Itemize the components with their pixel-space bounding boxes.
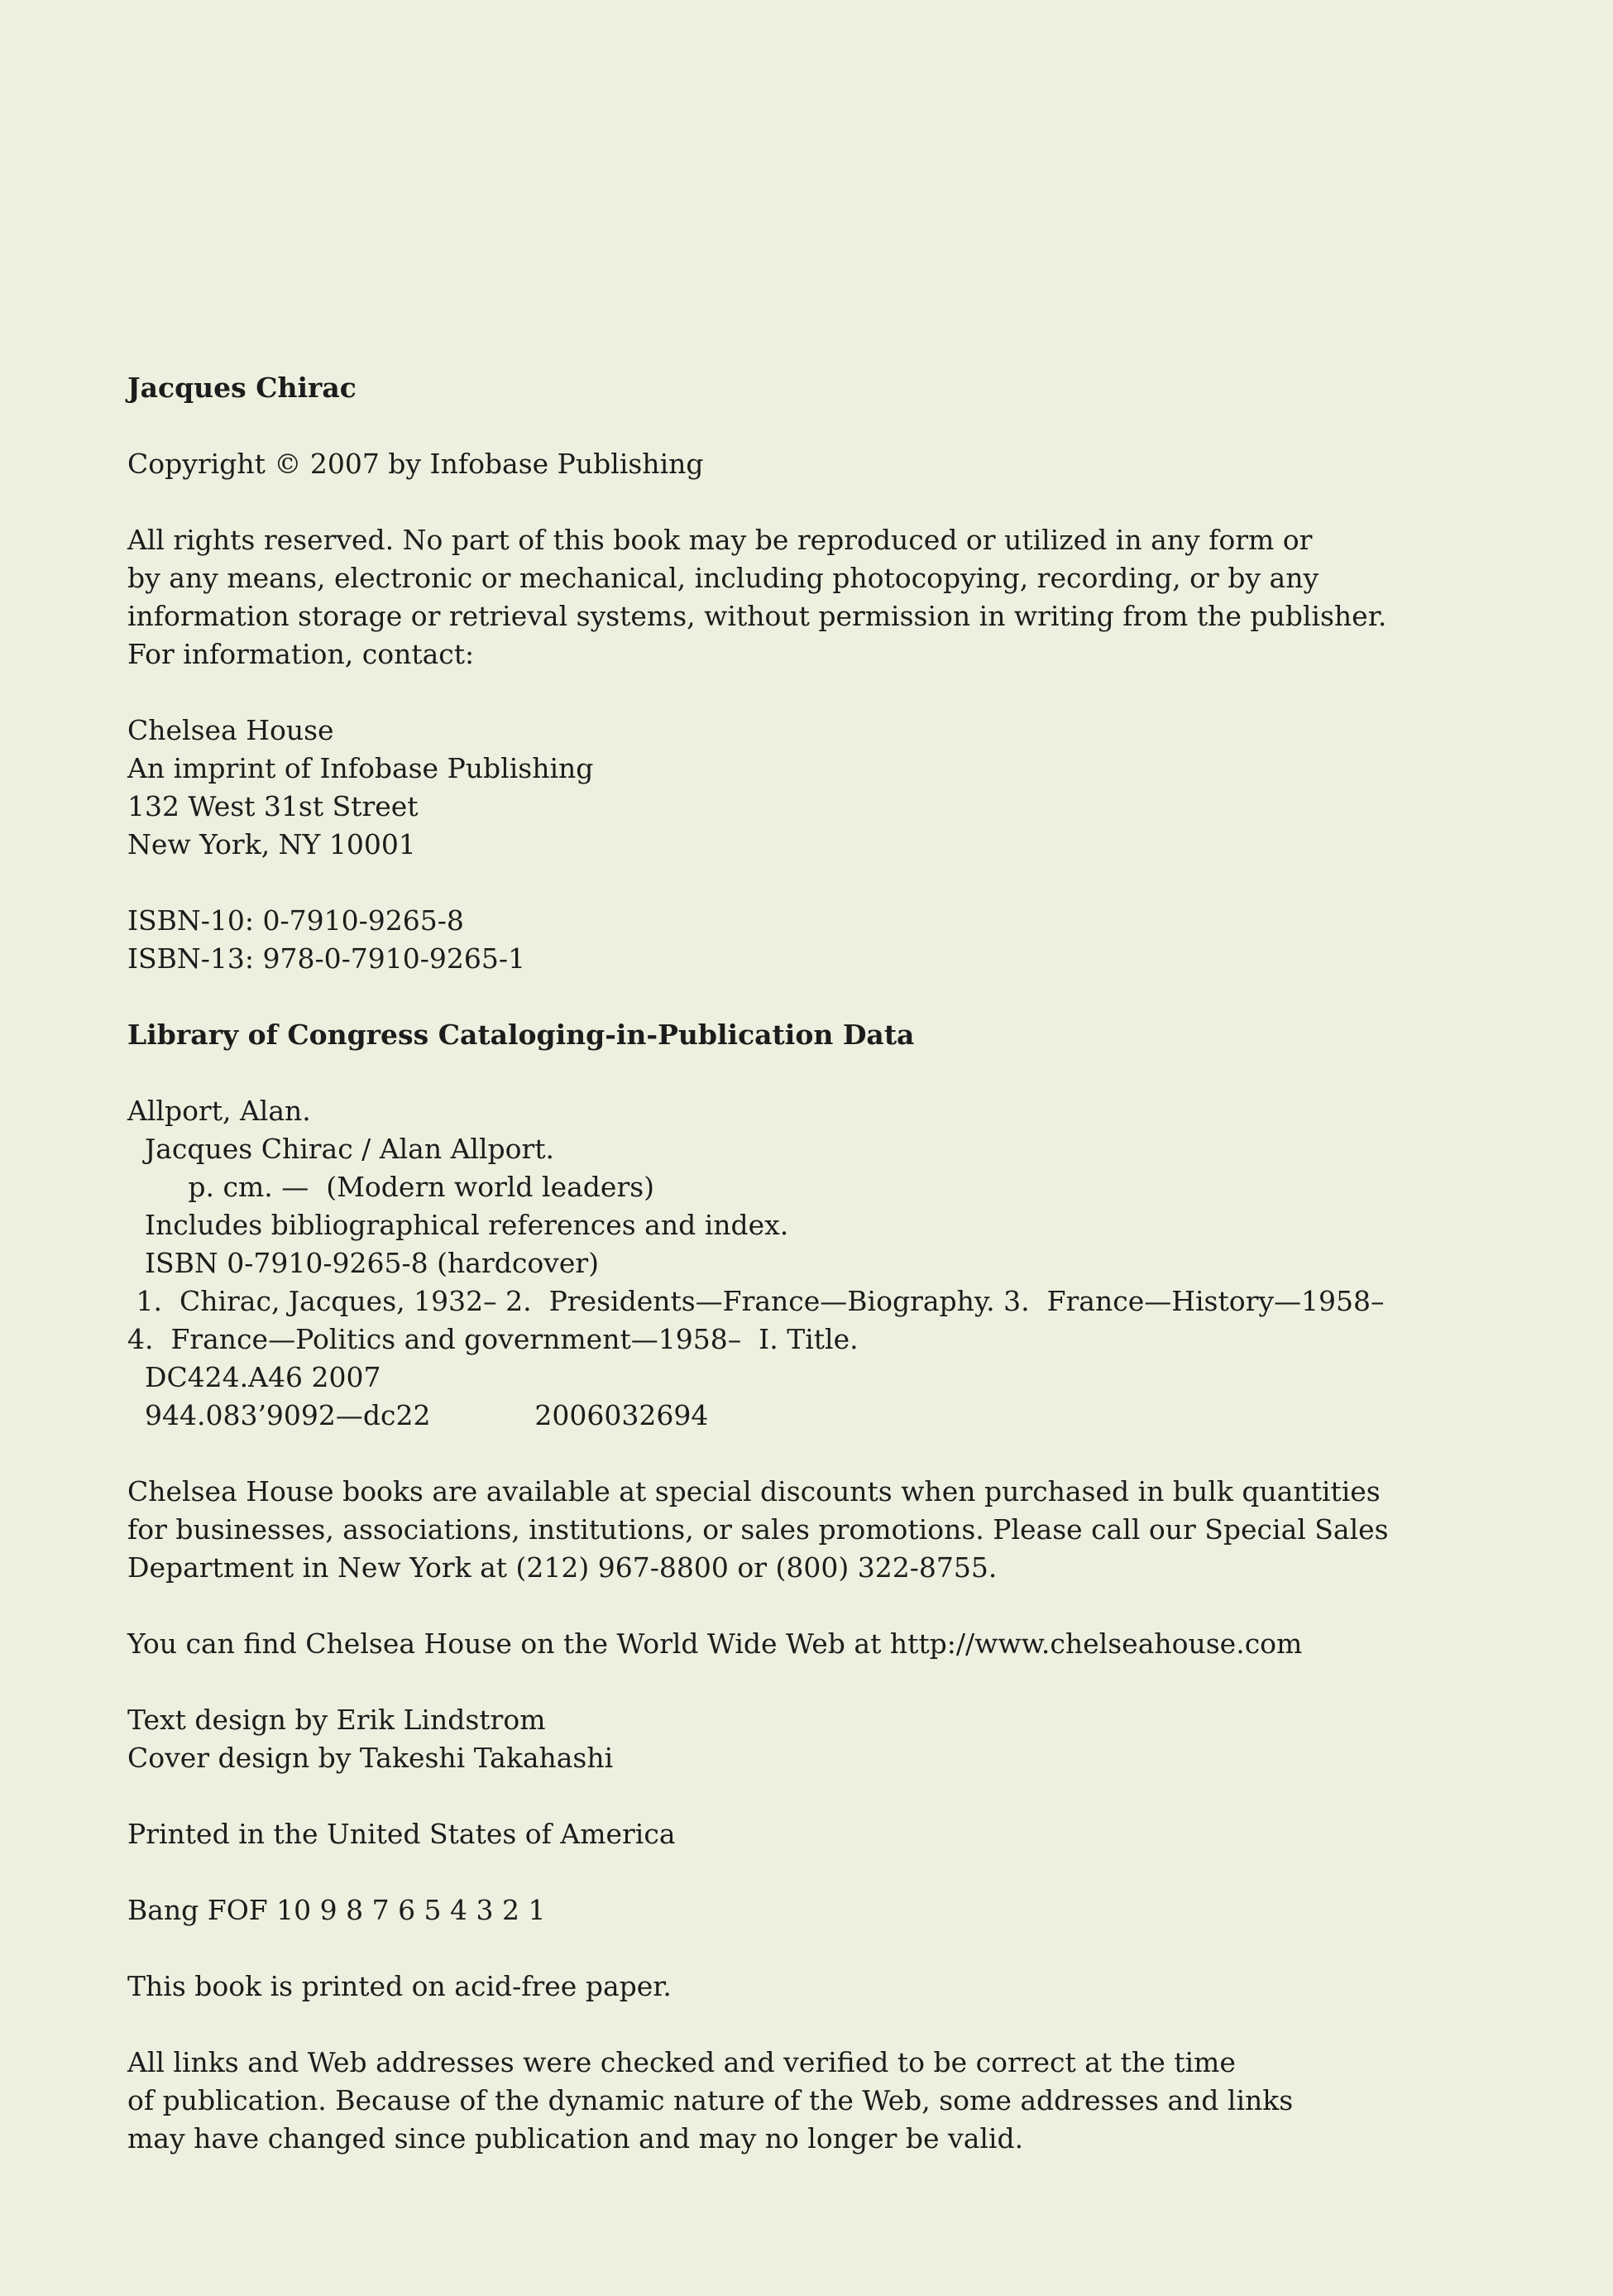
links-line: may have changed since publication and may no longer be valid. [127, 2122, 1024, 2155]
design-credits [127, 1701, 1534, 1777]
links-line: of publication. Because of the dynamic nature of the Web, some addresses and links [127, 2084, 1294, 2116]
cip-line: Allport, Alan. [127, 1095, 311, 1127]
rights-notice [127, 521, 1534, 673]
isbn-block [127, 902, 1534, 978]
address-line: Chelsea House [127, 714, 334, 746]
address-line: An imprint of Infobase Publishing [127, 752, 594, 784]
printed-location: Printed in the United States of America [127, 1818, 676, 1850]
address-line: 132 West 31st Street [127, 790, 419, 822]
cip-line: 1. Chirac, Jacques, 1932– 2. Presidents—France—Biography. 3. France—History—1958– [127, 1285, 1385, 1317]
cip-data [127, 1092, 1534, 1435]
address-line: New York, NY 10001 [127, 828, 416, 860]
publisher-address [127, 712, 1534, 864]
cip-line: Includes bibliographical references and index. [127, 1209, 789, 1241]
cover-design-credit: Cover design by Takeshi Takahashi [127, 1742, 614, 1774]
cip-line: p. cm. — (Modern world leaders) [127, 1171, 655, 1203]
isbn-13: ISBN-13: 978-0-7910-9265-1 [127, 942, 526, 975]
book-title: Jacques Chirac [127, 371, 357, 404]
links-notice [127, 2044, 1534, 2158]
copyright-line: Copyright © 2007 by Infobase Publishing [127, 448, 704, 480]
sales-line: for businesses, associations, institutions, or sales promotions. Please call our Special Sales [127, 1513, 1389, 1546]
links-line: All links and Web addresses were checked and verified to be correct at the time [127, 2046, 1236, 2078]
cip-line: DC424.A46 2007 [127, 1361, 381, 1393]
cip-heading: Library of Congress Cataloging-in-Publication Data [127, 1019, 915, 1051]
rights-line: For information, contact: [127, 638, 475, 670]
sales-line: Department in New York at (212) 967-8800 or (800) 322-8755. [127, 1551, 998, 1584]
sales-notice [127, 1473, 1534, 1587]
rights-line: information storage or retrieval systems, without permission in writing from the publisher. [127, 600, 1387, 632]
rights-line: by any means, electronic or mechanical, including photocopying, recording, or by any [127, 562, 1319, 594]
sales-line: Chelsea House books are available at special discounts when purchased in bulk quantities [127, 1475, 1381, 1507]
web-notice: You can find Chelsea House on the World Wide Web at http://www.chelseahouse.com [127, 1627, 1303, 1660]
print-line: Bang FOF 10 9 8 7 6 5 4 3 2 1 [127, 1894, 546, 1926]
text-design-credit: Text design by Erik Lindstrom [127, 1704, 546, 1736]
rights-line: All rights reserved. No part of this book may be reproduced or utilized in any form or [127, 524, 1313, 556]
isbn-10: ISBN-10: 0-7910-9265-8 [127, 904, 464, 937]
cip-line: 944.083’9092—dc22 2006032694 [127, 1399, 709, 1431]
cip-line: ISBN 0-7910-9265-8 (hardcover) [127, 1247, 600, 1279]
paper-notice: This book is printed on acid-free paper. [127, 1970, 672, 2002]
cip-line: 4. France—Politics and government—1958– I. Title. [127, 1323, 859, 1355]
cip-line: Jacques Chirac / Alan Allport. [127, 1133, 555, 1165]
